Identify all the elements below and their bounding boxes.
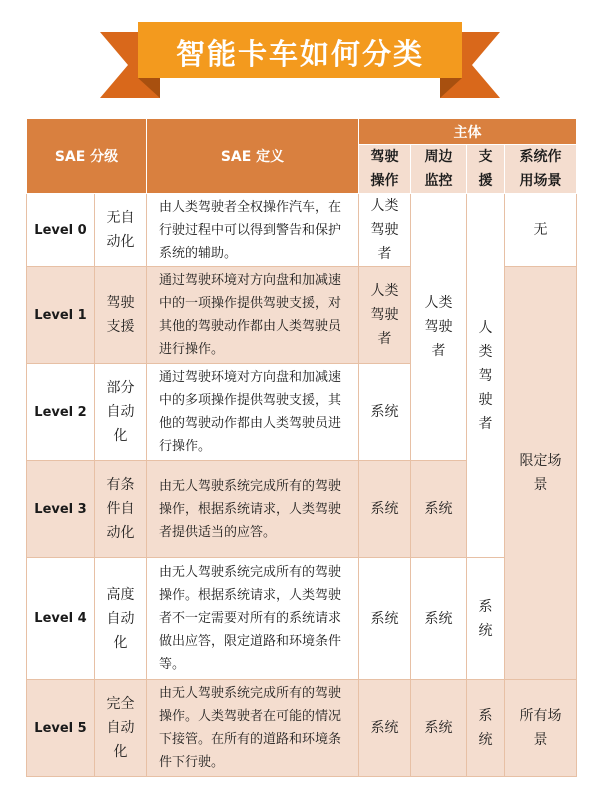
level-code: Level 2 [27,364,95,461]
level-name [95,267,147,364]
scenario-limited-cell [505,267,577,680]
header-system-scenario [505,145,577,194]
level-definition: 由无人驾驶系统完成所有的驾驶操作。根据系统请求，人类驾驶者不一定需要对所有的系统请求做出应答，限定道路和环境条件等。 [147,558,359,680]
level-code: Level 5 [27,680,95,777]
level-definition: 由无人驾驶系统完成所有的驾驶操作，根据系统请求，人类驾驶者提供适当的应答。 [147,461,359,558]
scenario-all-cell [505,680,577,777]
level-name [95,194,147,267]
level-name [95,680,147,777]
drive-operation-text: 人类驾驶者 [370,198,399,262]
support-system-text: 系统 [478,598,493,639]
table-row [27,558,577,680]
level-code: Level 1 [27,267,95,364]
header-system-scenario-label: 系统作用场景 [519,149,562,189]
monitor-human-text: 人类驾驶者 [424,295,453,359]
monitor-human-cell [411,194,467,461]
support-human-cell [467,194,505,558]
drive-operation-cell: 系统 [359,680,411,777]
header-surround-monitor [411,145,467,194]
level-name-text: 无自动化 [106,210,135,250]
monitor-system-cell: 系统 [411,680,467,777]
level-name-text: 有条件自动化 [106,477,135,541]
drive-operation-cell: 系统 [359,558,411,680]
header-subject: 主体 [359,119,577,145]
level-name-text: 高度自动化 [106,586,135,651]
level-name [95,558,147,680]
level-definition: 由无人驾驶系统完成所有的驾驶操作。人类驾驶者在可能的情况下接管。在所有的道路和环境条件下行驶。 [147,680,359,777]
level-code: Level 3 [27,461,95,558]
title-banner [0,0,600,110]
sae-classification-table [26,118,577,777]
drive-operation-cell [359,194,411,267]
level-definition: 由人类驾驶者全权操作汽车，在行驶过程中可以得到警告和保护系统的辅助。 [147,194,359,267]
header-sae-level: SAE 分级 [27,119,147,194]
level-code: Level 4 [27,558,95,680]
header-support-label: 支援 [478,149,493,189]
table-row [27,194,577,267]
level-name-text: 驾驶支援 [106,295,135,335]
page-title: 智能卡车如何分类 [175,36,424,71]
level-name [95,461,147,558]
scenario-none-cell: 无 [505,194,577,267]
level-code: Level 0 [27,194,95,267]
drive-operation-cell: 系统 [359,461,411,558]
support-system-text: 系统 [478,708,493,748]
monitor-system-cell: 系统 [411,461,467,558]
scenario-all-text: 所有场景 [519,708,562,748]
support-system-cell [467,680,505,777]
header-support [467,145,505,194]
drive-operation-cell: 系统 [359,364,411,461]
table-row [27,680,577,777]
level-definition: 通过驾驶环境对方向盘和加减速中的一项操作提供驾驶支援，对其他的驾驶动作都由人类驾驶员进行操作。 [147,267,359,364]
header-sae-definition: SAE 定义 [147,119,359,194]
drive-operation-cell [359,267,411,364]
scenario-limited-text: 限定场景 [519,453,562,493]
level-name-text: 完全自动化 [106,696,135,760]
support-system-cell [467,558,505,680]
level-name-text: 部分自动化 [106,380,135,444]
header-drive-operation-label: 驾驶操作 [370,149,399,189]
support-human-text: 人类驾驶者 [478,319,493,432]
monitor-system-cell: 系统 [411,558,467,680]
level-name [95,364,147,461]
header-surround-monitor-label: 周边监控 [424,149,453,189]
drive-operation-text: 人类驾驶者 [370,283,399,347]
header-drive-operation [359,145,411,194]
level-definition: 通过驾驶环境对方向盘和加减速中的多项操作提供驾驶支援，其他的驾驶动作都由人类驾驶员进行操作。 [147,364,359,461]
